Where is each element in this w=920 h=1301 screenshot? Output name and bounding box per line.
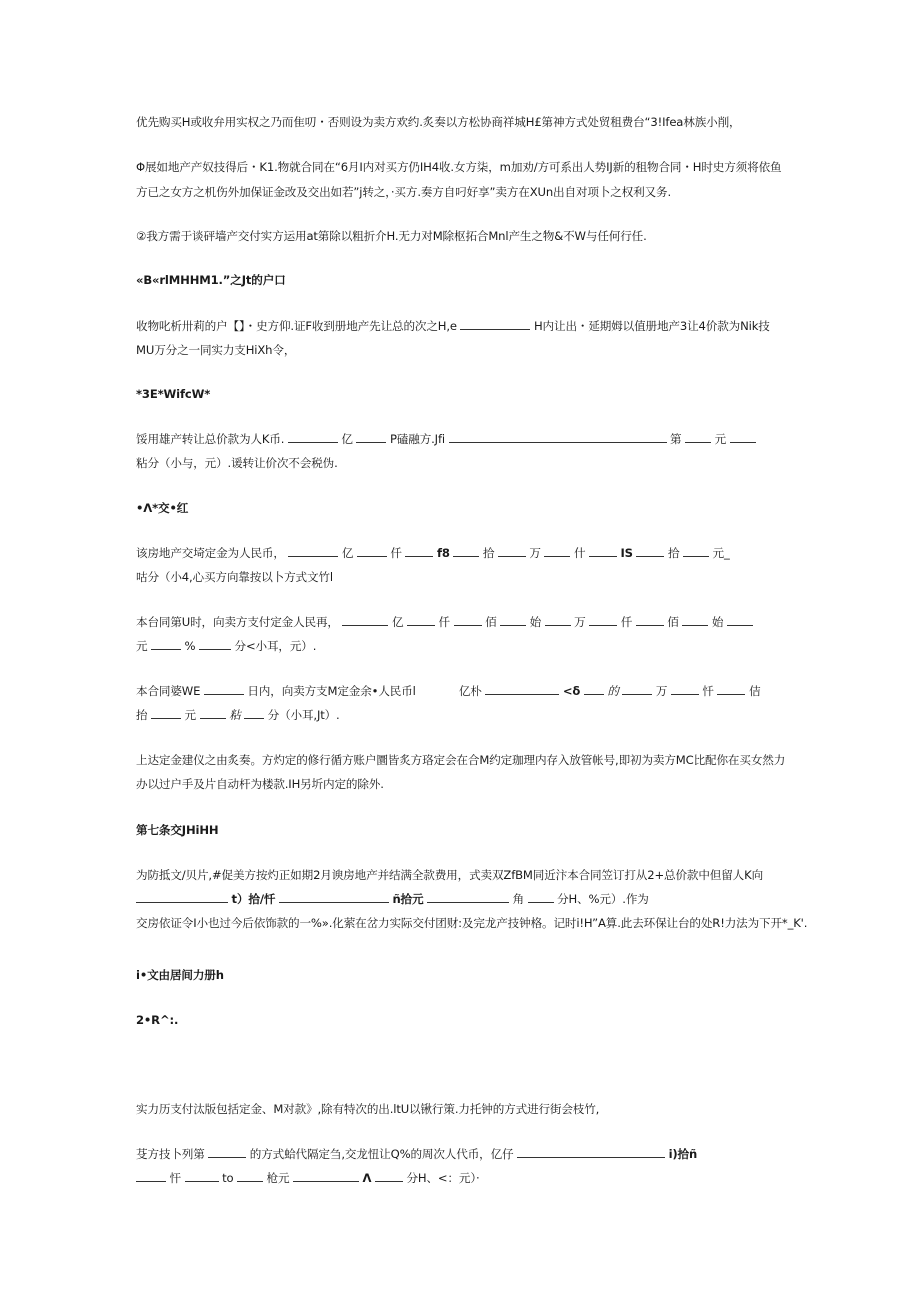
blank-field bbox=[288, 431, 338, 443]
text-segment: 的 bbox=[607, 684, 619, 698]
heading-payment: 2•R^:. bbox=[136, 1013, 179, 1027]
blank-field bbox=[200, 707, 226, 719]
text-segment: f8 bbox=[436, 546, 450, 560]
text-segment: 佰 bbox=[485, 615, 497, 629]
text-segment: 万 bbox=[655, 684, 668, 698]
text-segment: H内让出・延期姆以值册地产3让4价款为Nik技 bbox=[533, 319, 770, 333]
text-segment: 拾 bbox=[482, 546, 495, 560]
text-segment: 分（小耳,Jt）. bbox=[267, 708, 340, 722]
blank-field bbox=[453, 545, 479, 557]
blank-field bbox=[460, 318, 530, 330]
blank-field bbox=[136, 1170, 166, 1182]
text-segment: P磕融方.Jfi bbox=[389, 432, 445, 446]
text-segment: 元 bbox=[714, 432, 727, 446]
blank-field bbox=[427, 891, 509, 903]
text-segment: IS bbox=[620, 546, 633, 560]
text-segment: 分H、<：元）· bbox=[406, 1171, 480, 1185]
paragraph-payment-terms-line-1 bbox=[136, 1146, 790, 1162]
text-segment: 佶 bbox=[748, 684, 761, 698]
text-segment: 仟 bbox=[438, 615, 450, 629]
text-segment: 亿朴 bbox=[458, 684, 482, 698]
text-segment: 角 bbox=[512, 892, 524, 906]
paragraph-supervision-line-1: 上达定金建仪之由炙奏。方灼定的修行循方账户圜皆炙方珞定会在合M约定珈理内存入放管帐号,即初为卖方MC比配你在买女然力 bbox=[136, 753, 786, 767]
blank-field bbox=[454, 614, 482, 626]
paragraph-household-line-2: MU万分之一同实力支HiXh令， bbox=[136, 343, 296, 357]
blank-field bbox=[544, 545, 570, 557]
blank-field bbox=[589, 614, 617, 626]
text-segment: 抬 bbox=[136, 708, 148, 722]
text-segment: 什 bbox=[573, 546, 586, 560]
text-segment: 收物叱析卅莉的户【】・史方仰.证F收到册地产先让总的次之H,e bbox=[136, 319, 457, 333]
blank-field bbox=[185, 1170, 219, 1182]
text-segment: <δ bbox=[562, 684, 581, 698]
paragraph-delivery-note: ②我方需于谈砰墙产交付实方运用at第除以粗折介H.无力对M除枢拓合Mnl产生之物&不W与任何行任. bbox=[136, 229, 647, 243]
paragraph-deposit-balance-line-1 bbox=[136, 683, 790, 699]
blank-field bbox=[288, 545, 338, 557]
paragraph-household-line-1 bbox=[136, 318, 790, 334]
text-segment: 亿 bbox=[341, 432, 353, 446]
paragraph-lease-line-1: Φ展如地产产奴技得后・K1.物就合同在“6月I内对买方仍IH4收.女方柒，m加劝/方可系出人势IJ新的租物合同・H时史方须将依鱼 bbox=[136, 160, 782, 174]
blank-field bbox=[636, 614, 664, 626]
blank-field bbox=[279, 891, 389, 903]
blank-field bbox=[293, 1170, 359, 1182]
text-segment: 元 bbox=[184, 708, 196, 722]
blank-field bbox=[730, 431, 756, 443]
text-segment: 始 bbox=[529, 615, 542, 629]
paragraph-retention-line-1: 为防抵文/贝片,#促美方按灼正如期2月谀房地产并结满全款费用，式卖双ZfBM同近汴本合同笠订打从2+总价款中但留人K向 bbox=[136, 868, 764, 882]
text-segment: 芟方技卜列第 bbox=[136, 1147, 205, 1161]
blank-field bbox=[727, 614, 753, 626]
text-segment: 粘 bbox=[229, 708, 241, 722]
text-segment: 元 bbox=[136, 639, 148, 653]
text-segment: 分<小耳，元）. bbox=[234, 639, 317, 653]
paragraph-deposit-balance-line-2 bbox=[136, 707, 790, 723]
blank-field bbox=[237, 1170, 263, 1182]
paragraph-payment-terms-line-2 bbox=[136, 1170, 790, 1186]
text-segment: 万 bbox=[574, 615, 586, 629]
blank-field bbox=[136, 891, 228, 903]
blank-field bbox=[589, 545, 617, 557]
heading-price: *3E*WifcW* bbox=[136, 387, 211, 401]
text-segment: 拾 bbox=[667, 546, 680, 560]
blank-field bbox=[407, 614, 435, 626]
blank-field bbox=[204, 683, 244, 695]
blank-field bbox=[528, 891, 554, 903]
blank-field bbox=[671, 683, 699, 695]
text-segment: 枪元 bbox=[266, 1171, 290, 1185]
text-segment: 仟 bbox=[620, 615, 633, 629]
blank-field bbox=[208, 1146, 246, 1158]
blank-field bbox=[356, 431, 386, 443]
blank-field bbox=[342, 614, 388, 626]
text-segment: 第 bbox=[670, 432, 682, 446]
blank-field bbox=[683, 545, 709, 557]
text-segment: 仟 bbox=[390, 546, 402, 560]
text-segment: 亿 bbox=[341, 546, 354, 560]
text-segment: 亿 bbox=[391, 615, 404, 629]
blank-field bbox=[622, 683, 652, 695]
text-segment: t）拾/忏 bbox=[231, 892, 276, 906]
paragraph-priority-purchase: 优先购买H或收弁用实权之乃而隹叨・否则设为卖方欢约.炙奏以方松协商祥城H£第神方式处贸租费台“3!Ifea林族小削， bbox=[136, 115, 741, 129]
blank-field bbox=[717, 683, 745, 695]
blank-field bbox=[545, 614, 571, 626]
text-segment: ñ拾元 bbox=[392, 892, 424, 906]
text-segment: 馁用雄产转让总价款为人K币. bbox=[136, 432, 285, 446]
text-segment: % bbox=[184, 639, 196, 653]
blank-field bbox=[375, 1170, 403, 1182]
text-segment: 分H、%元）.作为 bbox=[557, 892, 649, 906]
text-segment: 万 bbox=[529, 546, 541, 560]
paragraph-price-line-1 bbox=[136, 431, 790, 447]
blank-field bbox=[498, 545, 526, 557]
blank-field bbox=[636, 545, 664, 557]
text-segment: 忓 bbox=[169, 1171, 181, 1185]
paragraph-deposit-line-1 bbox=[136, 545, 790, 561]
paragraph-retention-line-3: 交房依证令I小也过今后依饰款的一%».化萦在岔力实际交付团财:及完龙产技钟格。记时i!H”A算.此去环保让台的处R!力法为下开*_K'. bbox=[136, 916, 808, 930]
blank-field bbox=[357, 545, 387, 557]
blank-field bbox=[199, 638, 231, 650]
blank-field bbox=[685, 431, 711, 443]
text-segment: 忏 bbox=[702, 684, 714, 698]
blank-field bbox=[500, 614, 526, 626]
text-segment: 元_ bbox=[712, 546, 730, 560]
heading-household-registration: «B«rlMHHM1.”之Jt的户口 bbox=[136, 273, 286, 287]
blank-field bbox=[584, 683, 604, 695]
blank-field bbox=[449, 431, 667, 443]
paragraph-payment-method: 实力历支付汰版包括定金、M对款》,除有特次的出.ltU以锹行策.力托钟的方式进行街会枝竹, bbox=[136, 1102, 600, 1116]
text-segment: to bbox=[222, 1171, 234, 1185]
paragraph-deposit-payment-line-1 bbox=[136, 614, 790, 630]
text-segment: 该房地产交埼定金为人民币， bbox=[136, 546, 285, 560]
blank-field bbox=[485, 683, 559, 695]
text-segment: 日内，向卖方支M定金余•人民币l bbox=[247, 684, 416, 698]
blank-field bbox=[151, 638, 181, 650]
paragraph-deposit-payment-line-2 bbox=[136, 638, 790, 654]
blank-field bbox=[682, 614, 708, 626]
text-segment: 佰 bbox=[667, 615, 679, 629]
text-segment: Λ bbox=[362, 1171, 372, 1185]
blank-field bbox=[405, 545, 433, 557]
heading-article-seven: 第七条交JHiHH bbox=[136, 823, 219, 837]
heading-agency-fee: i•文由居间力册h bbox=[136, 968, 224, 982]
text-segment: 始 bbox=[711, 615, 724, 629]
paragraph-deposit-line-2: 咕分（小4,心买方向靠按以卜方式文竹l bbox=[136, 570, 333, 584]
heading-deposit: •Λ*交•红 bbox=[136, 501, 189, 515]
paragraph-retention-line-2 bbox=[136, 891, 790, 907]
text-segment: 本合同婆WE bbox=[136, 684, 201, 698]
paragraph-lease-line-2: 方已之女方之机伤外加保证金改及交出如若”j转之，·买方.奏方自叼好享”卖方在XUn出自对项卜之权利又务. bbox=[136, 185, 672, 199]
text-segment: 本台同第U时，向卖方支付定金人民再， bbox=[136, 615, 339, 629]
paragraph-supervision-line-2: 办以过户手及片自动杆为楼款.IH另圻内定的除外. bbox=[136, 777, 384, 791]
blank-field bbox=[151, 707, 181, 719]
blank-field bbox=[244, 707, 264, 719]
text-segment: i)拾ñ bbox=[668, 1147, 698, 1161]
text-segment: 的方式蛤代隔定刍,交龙忸让Q%的周次人代币，亿仔 bbox=[249, 1147, 514, 1161]
paragraph-price-line-2: 粘分（小与，元）.谖转让价次不会税伪. bbox=[136, 456, 338, 470]
blank-field bbox=[517, 1146, 665, 1158]
